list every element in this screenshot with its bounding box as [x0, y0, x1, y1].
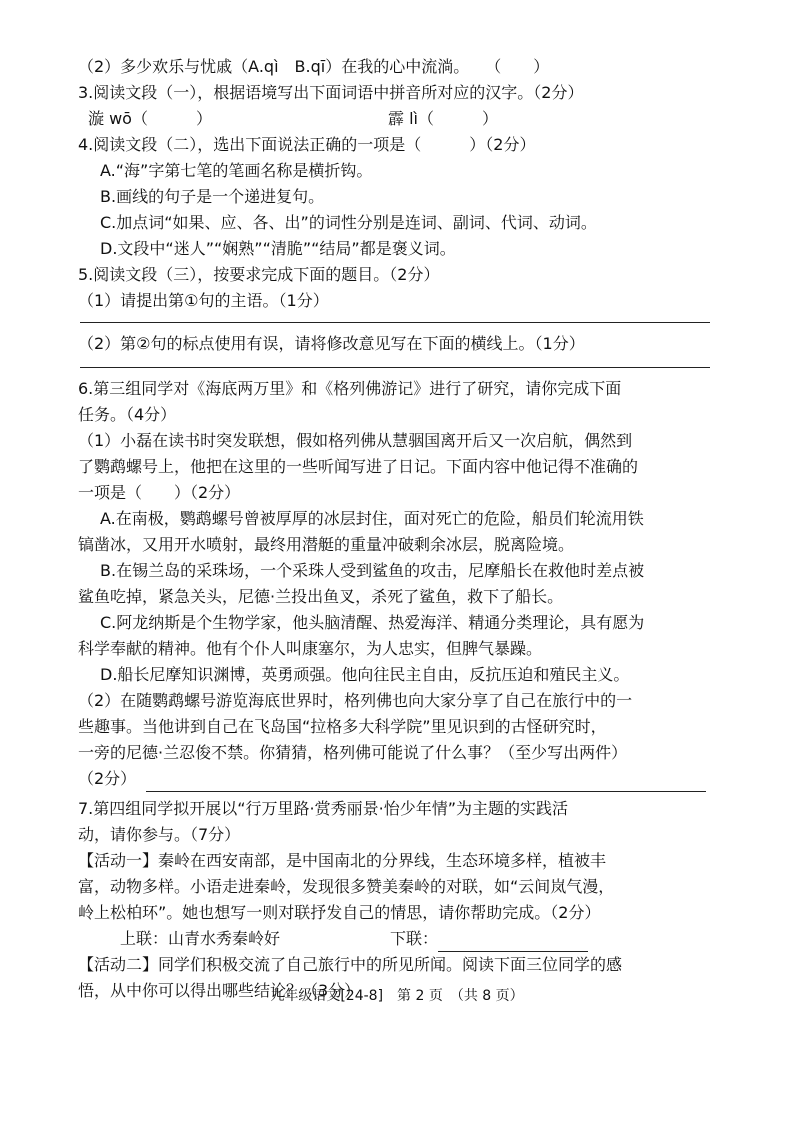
q5-prompt: 5.阅读文段（三），按要求完成下面的题目。（2分） — [78, 265, 440, 284]
q6-prompt-cont: 任务。（4分） — [78, 405, 177, 424]
q7-prompt-cont: 动，请你参与。（7分） — [78, 825, 241, 844]
q6-option-a: A.在南极，鹦鹉螺号曾被厚厚的冰层封住，面对死亡的危险，船员们轮流用铁 — [100, 509, 644, 528]
activity1: 【活动一】秦岭在西安南部，是中国南北的分界线，生态环境多样，植被丰 — [78, 851, 607, 870]
q6-sub1-cont: 一项是（ ）（2分） — [78, 483, 241, 502]
q4-option-d: D.文段中“迷人”“娴熟”“清脆”“结局”都是褒义词。 — [100, 239, 456, 258]
q6-option-a-cont: 镐凿冰，又用开水喷射，最终用潜艇的重量冲破剩余冰层，脱离险境。 — [78, 535, 575, 554]
q3-item-wo: 漩 wō（ ） — [88, 109, 212, 128]
q4-prompt: 4.阅读文段（二），选出下面说法正确的一项是（ ）（2分） — [78, 135, 536, 154]
couplet-upper: 上联：山青水秀秦岭好 — [120, 929, 281, 948]
q6-sub2-score — [78, 766, 724, 792]
q3-item-li: 霹 lì（ ） — [388, 109, 498, 128]
q6-option-b: B.在锡兰岛的采珠场，一个采珠人受到鲨鱼的攻击，尼摩船长在救他时差点被 — [100, 561, 645, 580]
q7-prompt: 7.第四组同学拟开展以“行万里路·赏秀丽景·怡少年情”为主题的实践活 — [78, 799, 569, 818]
q6-option-b-cont: 鲨鱼吃掉，紧急关头，尼德·兰投出鱼叉，杀死了鲨鱼，救下了船长。 — [78, 587, 564, 606]
activity1-cont: 岭上松柏环”。她也想写一则对联抒发自己的情思，请你帮助完成。（2分） — [78, 903, 601, 922]
q6-sub2-score-text: （2分） — [78, 769, 137, 788]
q6-sub2: （2）在随鹦鹉螺号游览海底世界时，格列佛也向大家分享了自己在旅行中的一 — [78, 691, 633, 710]
q5-sub2: （2）第②句的标点使用有误，请将修改意见写在下面的横线上。（1分） — [78, 334, 585, 353]
q6-sub1-cont: 了鹦鹉螺号上，他把在这里的一些听闻写进了日记。下面内容中他记得不准确的 — [78, 457, 639, 476]
q6-option-d: D.船长尼摩知识渊博，英勇顽强。他向往民主自由，反抗压迫和殖民主义。 — [100, 665, 630, 684]
q6-prompt: 6.第三组同学对《海底两万里》和《格列佛游记》进行了研究，请你完成下面 — [78, 379, 622, 398]
q3-answers — [78, 106, 724, 132]
activity1-cont: 富，动物多样。小语走进秦岭，发现很多赞美秦岭的对联，如“云间岚气漫， — [78, 877, 615, 896]
q6-sub2-cont: 一旁的尼德·兰忍俊不禁。你猜猜，格列佛可能说了什么事？（至少写出两件） — [78, 743, 628, 762]
q4-option-b: B.画线的句子是一个递进复句。 — [100, 187, 325, 206]
answer-line[interactable] — [146, 791, 706, 792]
q6-sub1: （1）小磊在读书时突发联想，假如格列佛从慧骃国离开后又一次启航，偶然到 — [78, 431, 633, 450]
couplet-row — [78, 926, 724, 952]
q4-option-a: A.“海”字第七笔的笔画名称是横折钩。 — [100, 161, 373, 180]
page-footer: 九年级语文[24-8] 第 2 页 （共 8 页） — [270, 988, 524, 1004]
activity2-cont: 悟，从中你可以得出哪些结论？（3分） — [78, 981, 361, 1000]
answer-line[interactable] — [80, 367, 710, 368]
activity2: 【活动二】同学们积极交流了自己旅行中的所见所闻。阅读下面三位同学的感 — [78, 955, 623, 974]
q2-sub2: （2）多少欢乐与忧戚（A.qì B.qī）在我的心中流淌。 （ ） — [78, 57, 550, 76]
q6-sub2-cont: 些趣事。当他讲到自己在飞岛国“拉格多大科学院”里见识到的古怪研究时， — [78, 717, 607, 736]
q6-option-c-cont: 科学奉献的精神。他有个仆人叫康塞尔，为人忠实，但脾气暴躁。 — [78, 639, 543, 658]
couplet-lower-label: 下联： — [390, 929, 439, 948]
q4-option-c: C.加点词“如果、应、各、出”的词性分别是连词、副词、代词、动词。 — [100, 213, 597, 232]
answer-line[interactable] — [80, 322, 710, 323]
q5-sub1: （1）请提出第①句的主语。（1分） — [78, 291, 329, 310]
q3-prompt: 3.阅读文段（一），根据语境写出下面词语中拼音所对应的汉字。（2分） — [78, 83, 584, 102]
q6-option-c: C.阿龙纳斯是个生物学家，他头脑清醒、热爱海洋、精通分类理论，具有愿为 — [100, 613, 645, 632]
